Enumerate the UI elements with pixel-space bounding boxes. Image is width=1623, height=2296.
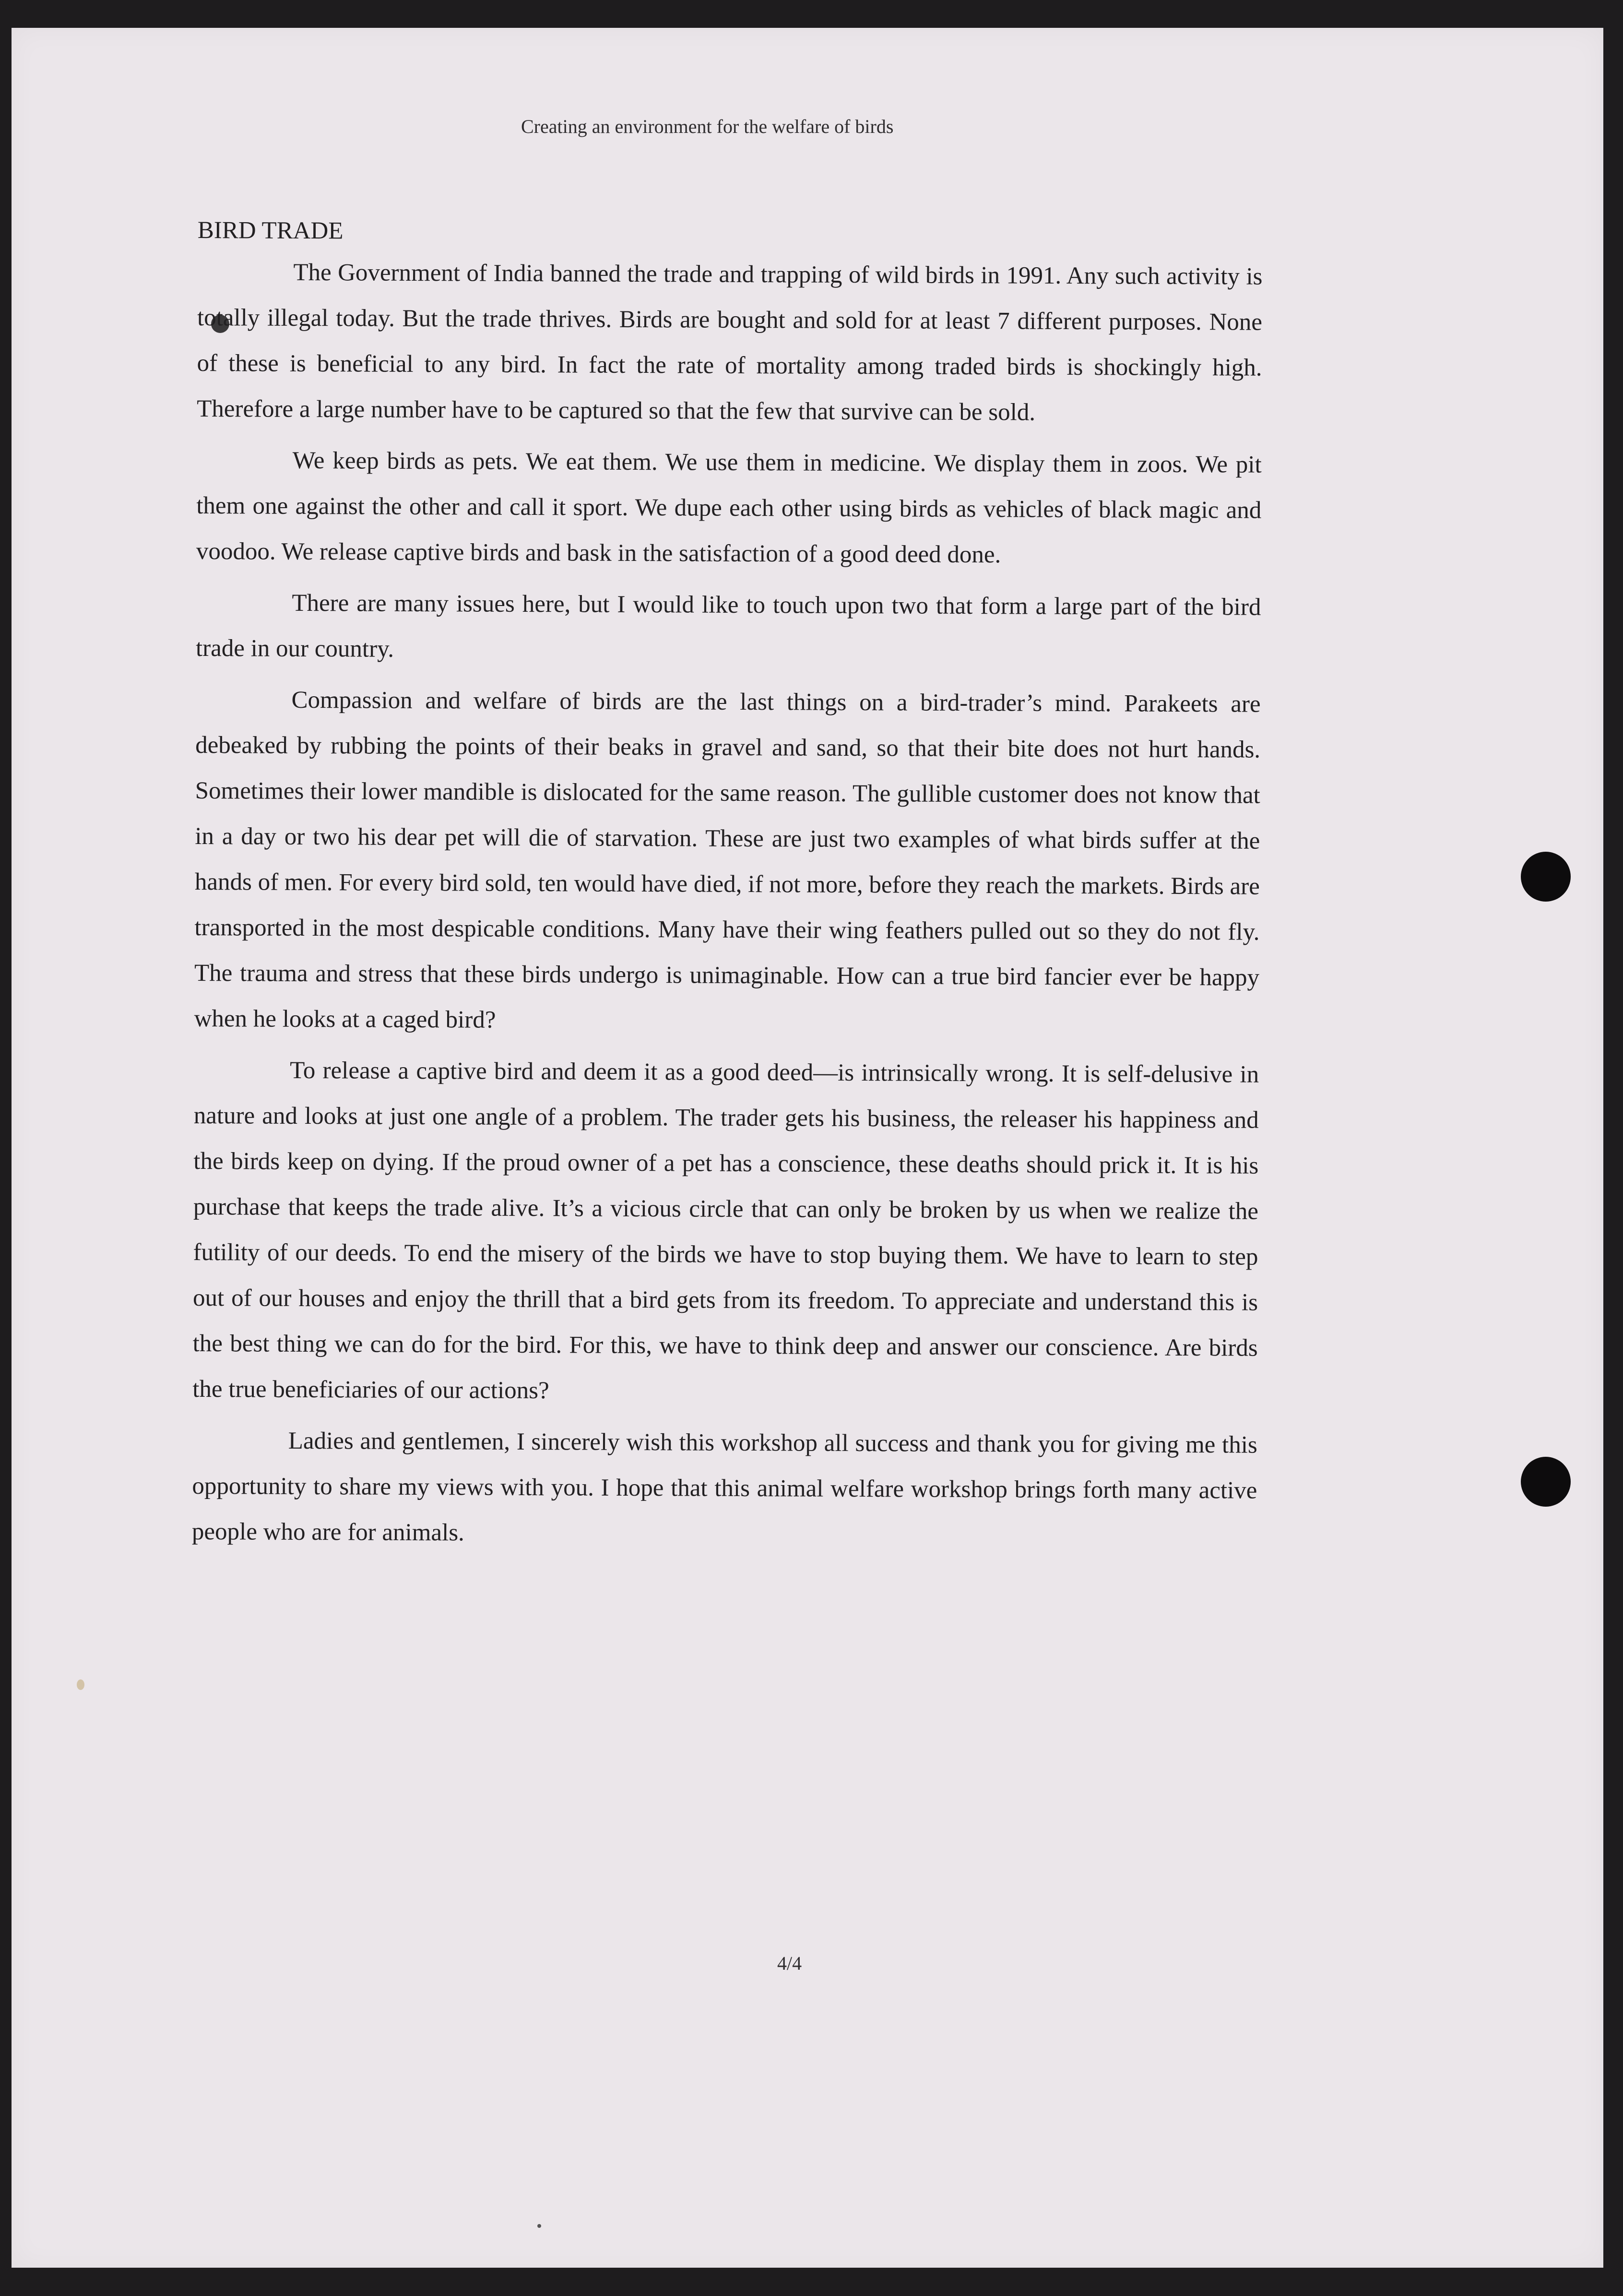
paragraph-1: The Government of India banned the trade and trapping of wild birds in 1991. Any such activity is totally illegal today. But the trade thrives. Birds are bought and sold for at least 7 different purposes. None of these is beneficial to any bird. In fact the rate of mortality among traded birds is shockingly high. Therefore a large number have to be captured so that the few that survive can be sold. <box>197 259 1263 426</box>
paragraph-6: Ladies and gentlemen, I sincerely wish this workshop all success and thank you for giving me this opportunity to share my views with you. I hope that this animal welfare workshop brings forth many active people who are for animals. <box>191 1427 1257 1547</box>
punch-hole-lower <box>1521 1457 1571 1507</box>
punch-hole-upper <box>1521 852 1571 902</box>
paragraph-3: There are many issues here, but I would like to touch upon two that form a large part of the bird trade in our country. <box>195 589 1261 663</box>
paragraph-4: Compassion and welfare of birds are the last things on a bird-trader’s mind. Parakeets are debeaked by rubbing the points of their beaks in gravel and sand, so that their bite does not hurt hands. Sometimes their lower mandible is dislocated for the same reason. The gullible customer does not know that in a day or two his dear pet will die of starvation. These are just two examples of what birds suffer at the hands of men. For every bird sold, ten would have died, if not more, before they reach the markets. Birds are transported in the most despicable conditions. Many have their wing feathers pulled out so they do not fly. The trauma and stress that these birds undergo is unimaginable. How can a true bird fancier ever be happy when he looks at a caged bird? <box>194 686 1261 1034</box>
section-heading: BIRD TRADE <box>197 216 344 245</box>
paragraph-2: We keep birds as pets. We eat them. We use them in medicine. We display them in zoos. We pit them one against the other and call it sport. We dupe each other using birds as vehicles of black magic and voodoo. We release captive birds and bask in the satisfaction of a good deed done. <box>196 447 1262 569</box>
dust-speck <box>537 2224 541 2228</box>
running-header: Creating an environment for the welfare of birds <box>521 116 894 137</box>
paper-stain <box>77 1679 84 1690</box>
paragraph-5: To release a captive bird and deem it as a good deed—is intrinsically wrong. It is self-delusive in nature and looks at just one angle of a problem. The trader gets his business, the releaser his happiness and the birds keep on dying. If the proud owner of a pet has a conscience, these deaths should prick it. It is his purchase that keeps the trade alive. It’s a vicious circle that can only be broken by us when we realize the futility of our deeds. To end the misery of the birds we have to stop buying them. We have to learn to step out of our houses and enjoy the thrill that a bird gets from its freedom. To appreciate and understand this is the best thing we can do for the bird. For this, we have to think deep and answer our conscience. Are birds the true beneficiaries of our actions? <box>192 1057 1259 1404</box>
document-body <box>192 211 1263 1565</box>
page-number: 4/4 <box>777 1952 802 1974</box>
